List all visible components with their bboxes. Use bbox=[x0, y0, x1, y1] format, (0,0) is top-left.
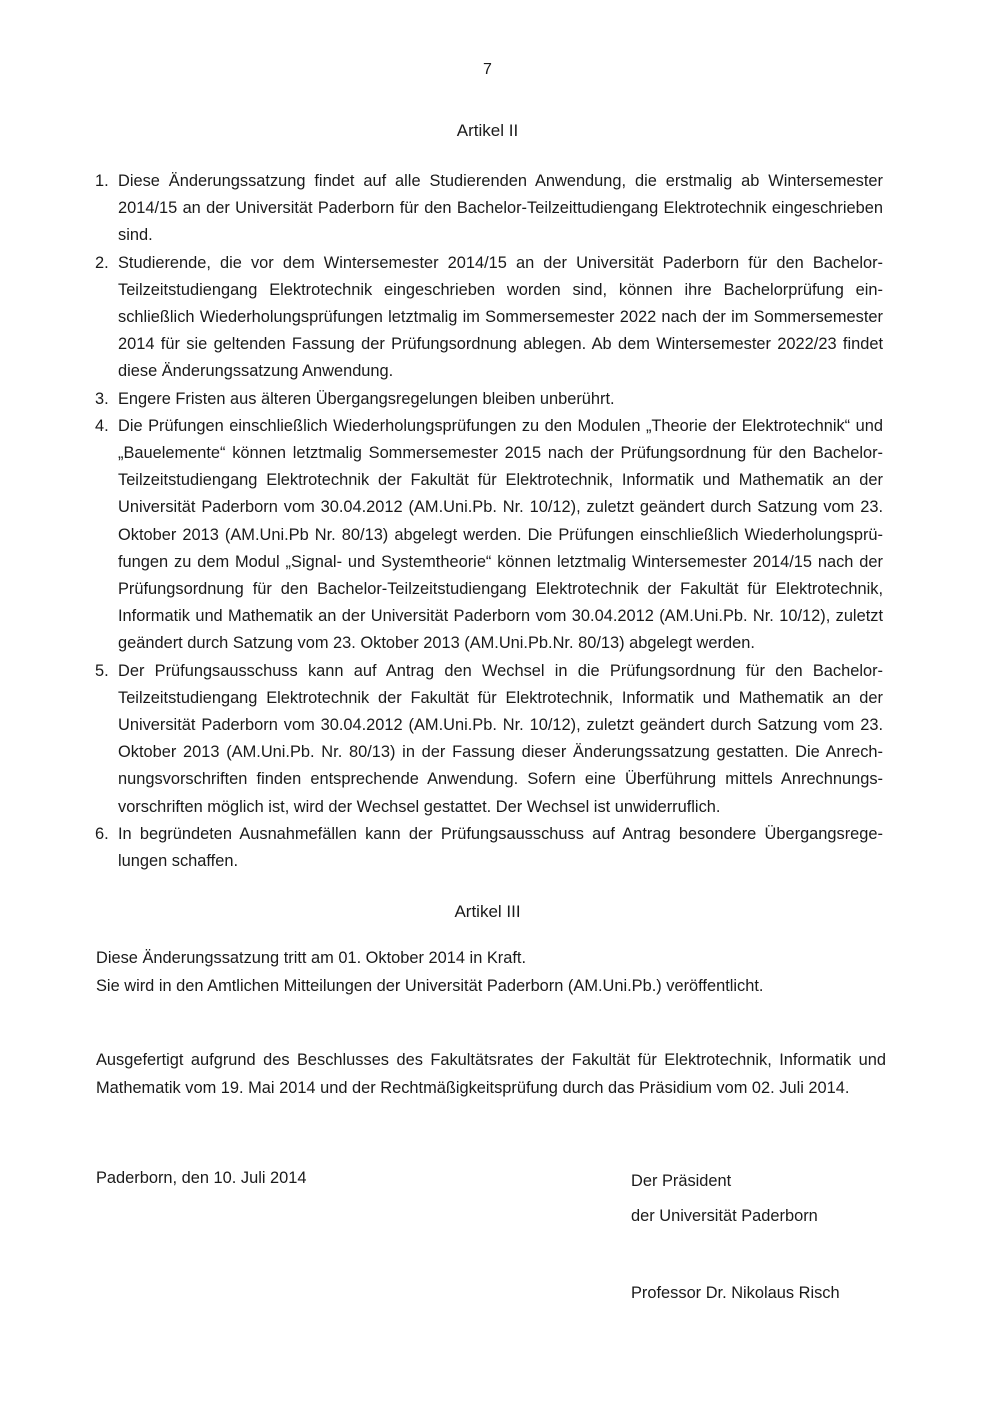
list-item bbox=[95, 386, 883, 413]
article-2-heading: Artikel II bbox=[456, 121, 519, 140]
signatory-name: Professor Dr. Nikolaus Risch bbox=[631, 1284, 840, 1302]
item-number: 2. bbox=[95, 253, 109, 272]
signature-block bbox=[631, 1164, 951, 1234]
article-3-body bbox=[96, 944, 886, 1000]
item-number: 5. bbox=[95, 661, 109, 680]
item-text: Die Prüfungen einschließlich Wiederholungsprüfungen zu den Modulen „Theorie der Elektrotechnik“ und „Bauelemente“ können letztmalig Sommersemester 2015 nach der Prüfungsordnung für den Bachelor-Teilzeitstudiengang Elektrotechnik der Fakultät für Elektrotechnik, Informatik und Mathematik an der Universität Paderborn vom 30.04.2012 (AM.Uni.Pb. Nr. 10/12), zuletzt geändert durch Satzung vom 23. Oktober 2013 (AM.Uni.Pb Nr. 80/13) abgelegt werden. Die Prüfungen einschließlich Wiederholungsprüfungen zu dem Modul „Signal- und Systemtheorie“ können letztmalig Wintersemester 2014/15 nach der Prüfungsordnung für den Bachelor-Teilzeitstudiengang Elektrotechnik der Fakultät für Elektrotechnik, Informatik und Mathematik an der Universität Paderborn vom 30.04.2012 (AM.Uni.Pb. Nr. 10/12), zuletzt geändert durch Satzung vom 23. Oktober 2013 (AM.Uni.Pb.Nr. 80/13) abgelegt werden. bbox=[118, 416, 883, 653]
item-text: Der Prüfungsausschuss kann auf Antrag den Wechsel in die Prüfungsordnung für den Bachelor-Teilzeitstudiengang Elektrotechnik der Fakultät für Elektrotechnik, Informatik und Mathematik an der Universität Paderborn vom 30.04.2012 (AM.Uni.Pb. Nr. 10/12), zuletzt geändert durch Satzung vom 23. Oktober 2013 (AM.Uni.Pb. Nr. 80/13) in der Fassung dieser Änderungssatzung gestatten. Die Anrechnungsvorschriften finden entsprechende Anwendung. Sofern eine Überführung mittels Anrechnungsvorschriften möglich ist, wird der Wechsel gestattet. Der Wechsel ist unwiderruflich. bbox=[118, 661, 883, 816]
article-2-list bbox=[95, 168, 883, 875]
item-number: 1. bbox=[95, 172, 109, 190]
list-item bbox=[95, 250, 883, 386]
item-text: Engere Fristen aus älteren Übergangsregelungen bleiben unberührt. bbox=[118, 389, 615, 408]
article-3-heading: Artikel III bbox=[454, 902, 521, 921]
item-text: Diese Änderungssatzung findet auf alle Studierenden Anwendung, die erstmalig ab Wintersemester 2014/15 an der Universität Paderborn für den Bachelor-Teilzeittudiengang Elektrotechnik eingeschrieben sind. bbox=[118, 172, 883, 245]
closing-paragraph: Ausgefertigt aufgrund des Beschlusses des Fakultätsrates der Fakultät für Elektrotechnik, Informatik und Mathematik vom 19. Mai 2014 und der Rechtmäßigkeitsprüfung durch das Präsidium vom 02. Juli 2014. bbox=[96, 1051, 886, 1097]
signature-institution: der Universität Paderborn bbox=[631, 1207, 818, 1225]
page-number: 7 bbox=[483, 61, 492, 78]
place-date: Paderborn, den 10. Juli 2014 bbox=[96, 1169, 307, 1187]
signature-title: Der Präsident bbox=[631, 1172, 732, 1190]
item-number: 6. bbox=[95, 824, 109, 843]
list-item bbox=[95, 413, 883, 658]
item-number: 4. bbox=[95, 416, 109, 435]
list-item bbox=[95, 821, 883, 875]
article-3-line: Diese Änderungssatzung tritt am 01. Oktober 2014 in Kraft. bbox=[96, 949, 527, 967]
item-number: 3. bbox=[95, 389, 109, 408]
article-3-line: Sie wird in den Amtlichen Mitteilungen der Universität Paderborn (AM.Uni.Pb.) veröffentlicht. bbox=[96, 977, 764, 995]
item-text: Studierende, die vor dem Wintersemester 2014/15 an der Universität Paderborn für den Bachelor-Teilzeitstudiengang Elektrotechnik eingeschrieben worden sind, können ihre Bachelorprüfung einschließlich Wiederholungsprüfungen letztmalig im Sommersemester 2022 nach der im Sommersemester 2014 für sie geltenden Fassung der Prüfungsordnung ablegen. Ab dem Wintersemester 2022/23 findet diese Änderungssatzung Anwendung. bbox=[118, 253, 883, 381]
item-text: In begründeten Ausnahmefällen kann der Prüfungsausschuss auf Antrag besondere Übergangsregelungen schaffen. bbox=[118, 824, 883, 871]
list-item bbox=[95, 658, 883, 821]
list-item bbox=[95, 168, 883, 250]
